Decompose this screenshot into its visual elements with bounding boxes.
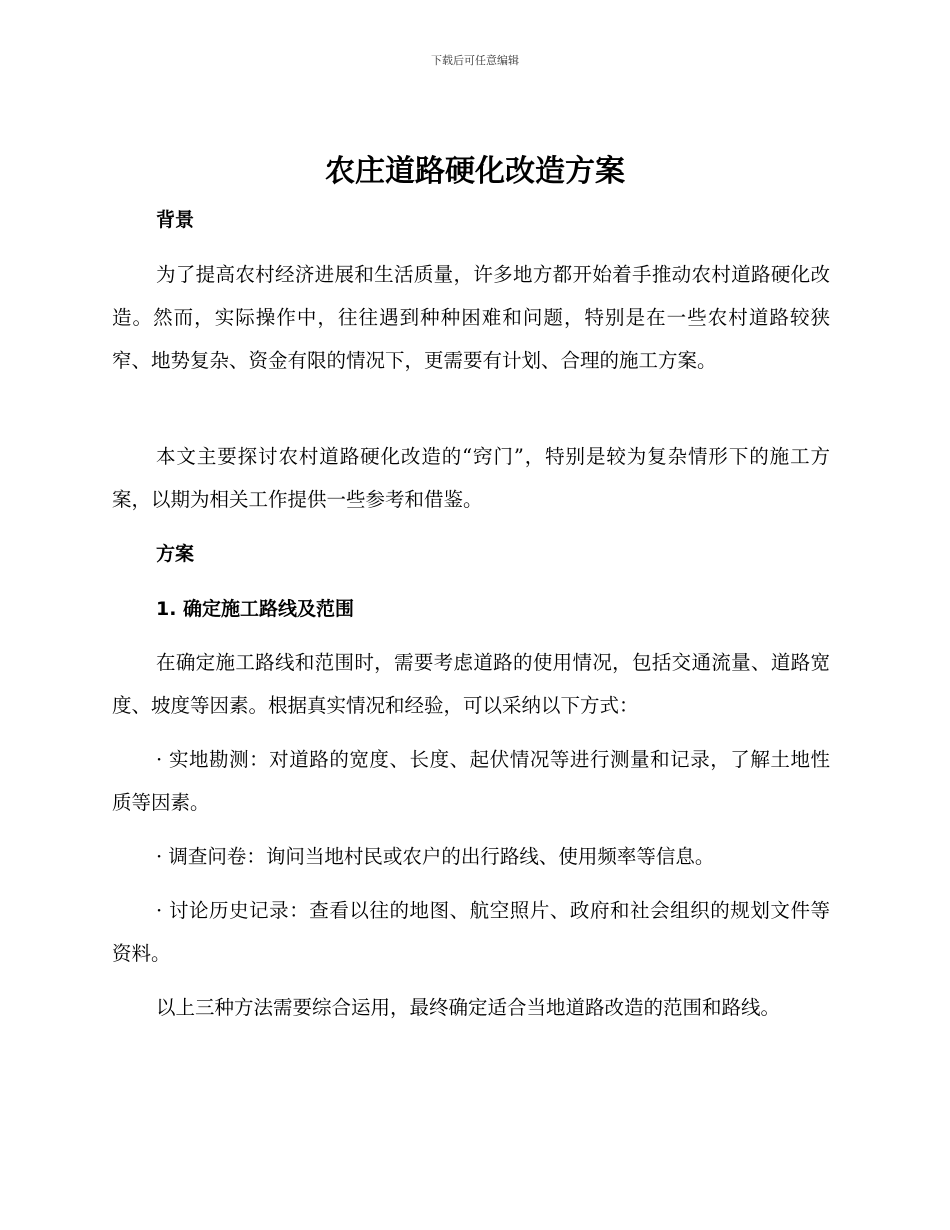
paragraph-plan-conclusion: 以上三种方法需要综合运用，最终确定适合当地道路改造的范围和路线。 (156, 996, 781, 1019)
bullet-item-historical-records: · 讨论历史记录：查看以往的地图、航空照片、政府和社会组织的规划文件等资料。 (112, 899, 830, 965)
paragraph-plan-intro: 在确定施工路线和范围时，需要考虑道路的使用情况，包括交通流量、道路宽度、坡度等因素。根据真实情况和经验，可以采纳以下方式： (112, 651, 830, 717)
page-header-note: 下载后可任意编辑 (431, 54, 519, 67)
section-heading-plan: 方案 (156, 543, 195, 565)
document-title: 农庄道路硬化改造方案 (325, 154, 625, 189)
paragraph-background-1: 为了提高农村经济进展和生活质量，许多地方都开始着手推动农村道路硬化改造。然而，实际操作中，往往遇到种种困难和问题，特别是在一些农村道路较狭窄、地势复杂、资金有限的情况下，更需要有计划、合理的施工方案。 (112, 263, 830, 372)
bullet-item-field-survey: · 实地勘测：对道路的宽度、长度、起伏情况等进行测量和记录，了解土地性质等因素。 (112, 748, 830, 814)
subheading-route-scope: 1. 确定施工路线及范围 (156, 598, 355, 620)
section-heading-background: 背景 (156, 209, 195, 231)
bullet-item-questionnaire: · 调查问卷：询问当地村民或农户的出行路线、使用频率等信息。 (156, 845, 715, 868)
paragraph-background-2: 本文主要探讨农村道路硬化改造的“窍门”，特别是较为复杂情形下的施工方案，以期为相关工作提供一些参考和借鉴。 (112, 445, 830, 511)
